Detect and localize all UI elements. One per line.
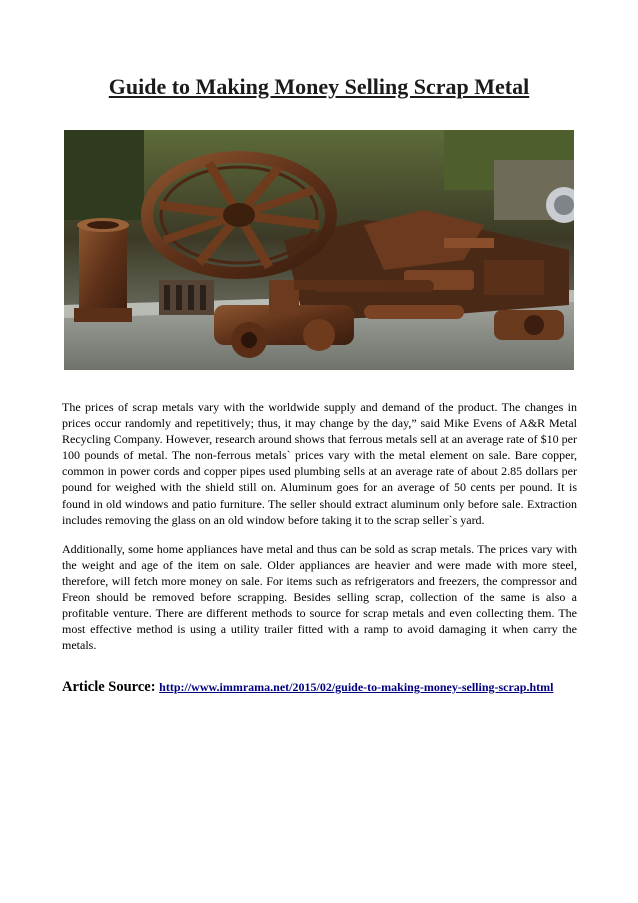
paragraph-2: Additionally, some home appliances have metal and thus can be sold as scrap metals. The prices vary with the weight and age of the item on sale. Older appliances are heavier and were made with more steel, therefore, will fetch more money on sale. For items such as refrigerators and freezers, the compressor and Freon should be removed before scrapping. Besides selling scrap, collection of the same is also a profitable venture. There are different methods to source for scrap metals and even collecting them. The most effective method is using a utility trailer fitted with a ramp to avoid damaging it when carry the metals.	[62, 541, 577, 653]
page-title: Guide to Making Money Selling Scrap Metal	[108, 74, 530, 99]
article-source	[62, 679, 577, 696]
paragraph-1: The prices of scrap metals vary with the worldwide supply and demand of the product. The changes in prices occur randomly and repetitively; thus, it may change by the day,” said Mike Evens of A&R Metal Recycling Company. However, research around shows that ferrous metals sell at an average rate of $10 per 100 pounds of metal. The non-ferrous metals` prices vary with the metal element on sale. Bare copper, common in power cords and copper pipes used plumbing sells at an average rate of about 2.85 dollars per pound for weighed with the shield still on. Aluminum goes for an average of 50 cents per pound. It is found in old windows and patio furniture. The seller should extract aluminum only before sale. Extraction includes removing the glass on an old window before taking it to the scrap seller`s yard.	[62, 400, 577, 527]
scrap-metal-photo	[64, 130, 574, 370]
article-body	[62, 399, 577, 666]
article-source-link[interactable]: http://www.immrama.net/2015/02/guide-to-making-money-selling-scrap.html	[159, 680, 554, 694]
article-source-label: Article Source:	[62, 679, 156, 695]
